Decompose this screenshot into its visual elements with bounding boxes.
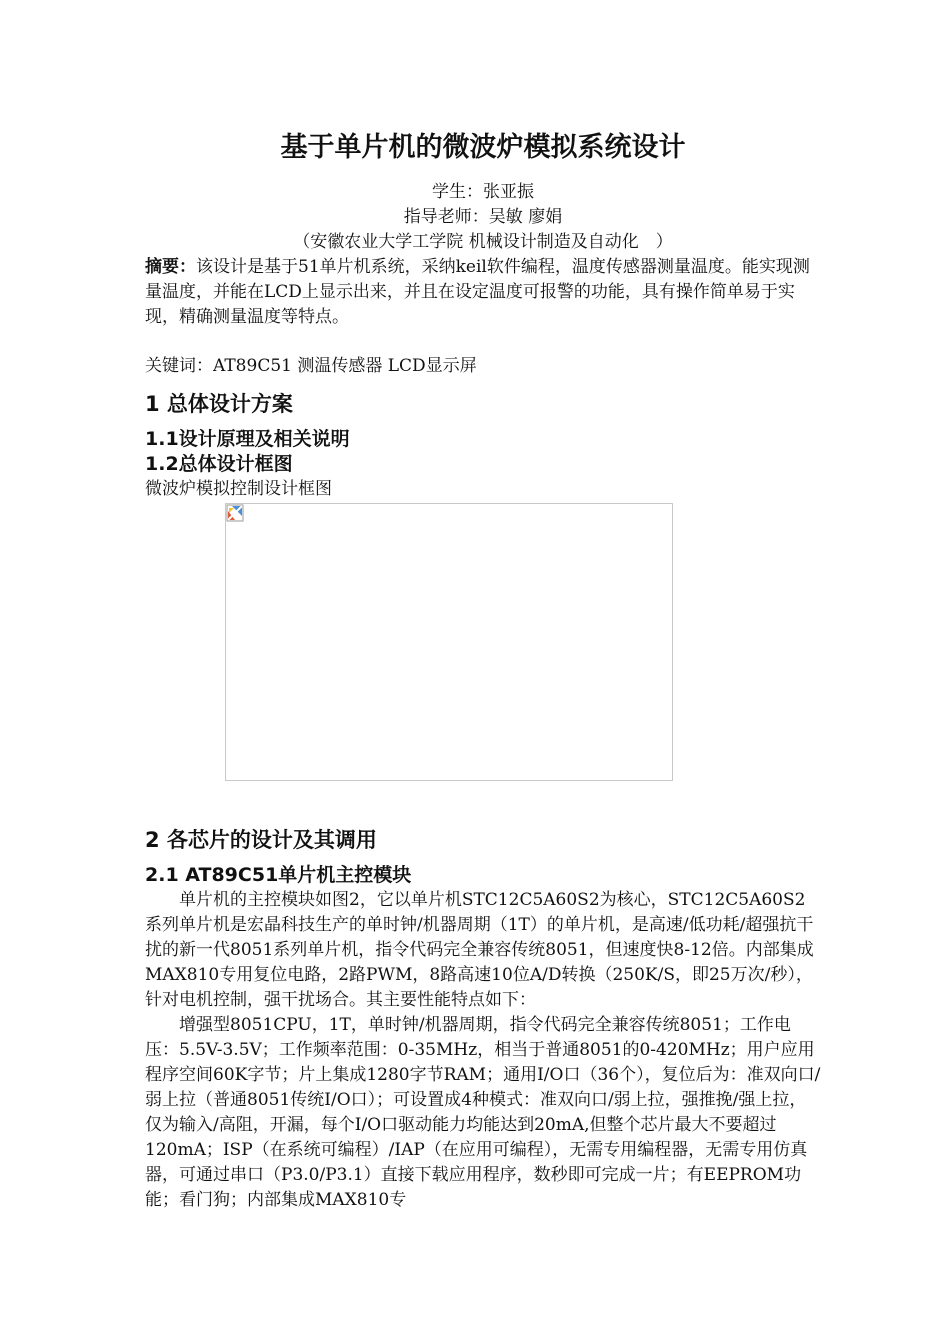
abstract-label: 摘要：: [145, 257, 196, 277]
figure-placeholder: [225, 503, 673, 781]
abstract-text: 该设计是基于51单片机系统，采纳keil软件编程，温度传感器测量温度。能实现测量温度，并能在LCD上显示出来，并且在设定温度可报警的功能，具有操作简单易于实现，精确测量温度等特点。: [145, 257, 810, 327]
section-heading-2: 2 各芯片的设计及其调用: [145, 828, 377, 852]
document-page: [145, 130, 821, 1213]
keywords-line: 关键词：AT89C51 测温传感器 LCD显示屏: [145, 356, 477, 376]
advisor-line: 指导老师：吴敏 廖娟: [403, 207, 563, 227]
body-paragraph-2: 增强型8051CPU，1T，单时钟/机器周期，指令代码完全兼容传统8051；工作电压：5.5V-3.5V；工作频率范围：0-35MHz，相当于普通8051的0-420MHz；用户应用程序空间60K字节；片上集成1280字节RAM；通用I/O口（36个），复位后为：准双向口/弱上拉（普通8051传统I/O口）；可设置成4种模式：准双向口/弱上拉，强推挽/强上拉，仅为输入/高阻，开漏，每个I/O口驱动能力均能达到20mA,但整个芯片最大不要超过120mA；ISP（在系统可编程）/IAP（在应用可编程），无需专用编程器，无需专用仿真器，可通过串口（P3.0/P3.1）直接下载应用程序，数秒即可完成一片；有EEPROM功能；看门狗；内部集成MAX810专: [145, 1015, 821, 1210]
broken-image-icon: [226, 504, 244, 522]
section-heading-2-1: 2.1 AT89C51单片机主控模块: [145, 864, 412, 886]
abstract: [145, 255, 821, 330]
body-paragraph-1: 单片机的主控模块如图2，它以单片机STC12C5A60S2为核心，STC12C5A60S2系列单片机是宏晶科技生产的单时钟/机器周期（1T）的单片机，是高速/低功耗/超强抗干扰的新一代8051系列单片机，指令代码完全兼容传统8051，但速度快8-12倍。内部集成MAX810专用复位电路，2路PWM，8路高速10位A/D转换（250K/S，即25万次/秒），针对电机控制，强干扰场合。其主要性能特点如下：: [145, 890, 814, 1010]
affiliation-line: （安徽农业大学工学院 机械设计制造及自动化 ）: [293, 232, 673, 252]
figure-caption: 微波炉模拟控制设计框图: [145, 479, 332, 499]
document-title: 基于单片机的微波炉模拟系统设计: [280, 132, 686, 163]
student-line: 学生：张亚振: [432, 182, 534, 202]
spacer: [145, 330, 821, 354]
section-heading-1: 1 总体设计方案: [145, 392, 293, 416]
section-heading-1-2: 1.2总体设计框图: [145, 453, 293, 475]
section-heading-1-1: 1.1设计原理及相关说明: [145, 428, 350, 450]
